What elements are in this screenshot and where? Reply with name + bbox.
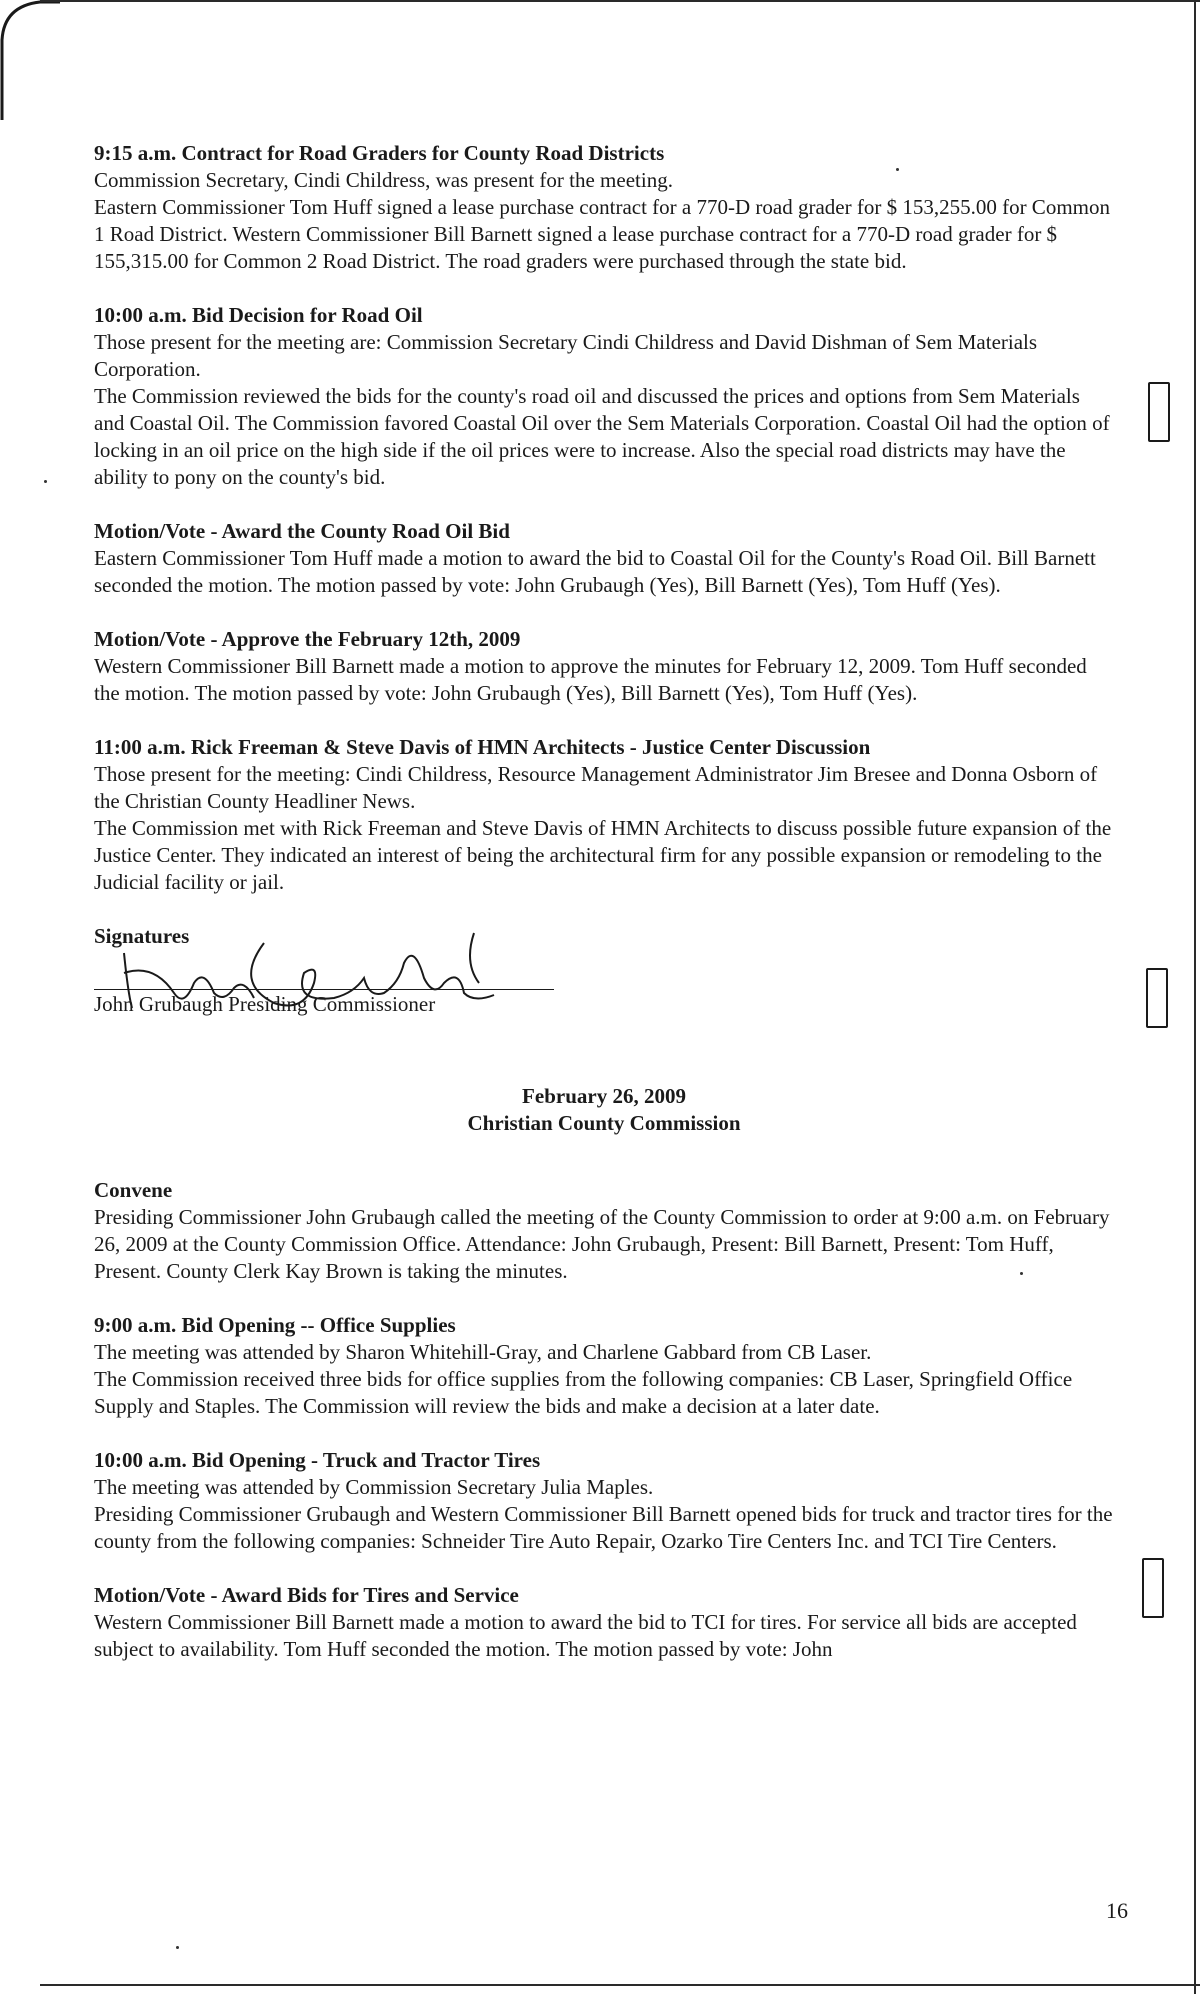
section-paragraph: Presiding Commissioner John Grubaugh called the meeting of the County Commission to order at 9:00 a.m. on February 26, 2009 at the County Commission Office. Attendance: John Grubaugh, Present: Bill Barnett, Present: Tom Huff, Present. County Clerk Kay Brown is taking the minutes. xyxy=(94,1205,1110,1283)
meeting-header xyxy=(94,1083,1114,1137)
page-top-edge xyxy=(40,0,1200,2)
section-paragraph: The meeting was attended by Commission Secretary Julia Maples. xyxy=(94,1475,654,1499)
section-heading: 11:00 a.m. Rick Freeman & Steve Davis of HMN Architects - Justice Center Discussion xyxy=(94,735,871,759)
page-right-edge xyxy=(1194,0,1196,1994)
minutes-content xyxy=(94,140,1114,1690)
section-heading: 10:00 a.m. Bid Decision for Road Oil xyxy=(94,303,423,327)
scan-speck xyxy=(44,480,47,483)
scan-speck xyxy=(176,1946,179,1949)
section-motion-minutes xyxy=(94,626,1114,707)
section-road-oil xyxy=(94,302,1114,491)
section-paragraph: Those present for the meeting: Cindi Childress, Resource Management Administrator Jim Bresee and Donna Osborn of the Christian County Headliner News. xyxy=(94,762,1098,813)
section-convene xyxy=(94,1177,1114,1285)
section-heading: Convene xyxy=(94,1178,173,1202)
section-heading: 9:00 a.m. Bid Opening -- Office Supplies xyxy=(94,1313,456,1337)
section-paragraph: The Commission reviewed the bids for the county's road oil and discussed the prices and options from Sem Materials and Coastal Oil. The Commission favored Coastal Oil over the Sem Materials Corporation. Coastal Oil had the option of locking in an oil price on the high side if the oil prices were to increase. Also the special road districts may have the ability to pony on the county's bid. xyxy=(94,384,1110,489)
scan-speck xyxy=(896,168,899,171)
section-paragraph: The Commission met with Rick Freeman and Steve Davis of HMN Architects to discuss possible future expansion of the Justice Center. They indicated an interest of being the architectural firm for any possible expansion or remodeling to the Judicial facility or jail. xyxy=(94,816,1112,894)
section-heading: Motion/Vote - Award Bids for Tires and Service xyxy=(94,1583,519,1607)
section-office-supplies xyxy=(94,1312,1114,1420)
section-paragraph: Eastern Commissioner Tom Huff made a motion to award the bid to Coastal Oil for the County's Road Oil. Bill Barnett seconded the motion. The motion passed by vote: John Grubaugh (Yes), Bill Barnett (Yes), Tom Huff (Yes). xyxy=(94,546,1096,597)
meeting-date: February 26, 2009 xyxy=(522,1084,686,1108)
page-corner-curve xyxy=(0,0,60,120)
signature-block xyxy=(94,923,1114,1023)
section-motion-road-oil xyxy=(94,518,1114,599)
section-road-graders xyxy=(94,140,1114,275)
section-hmn-architects xyxy=(94,734,1114,896)
signatures-heading: Signatures xyxy=(94,924,190,948)
section-heading: Motion/Vote - Approve the February 12th, 2009 xyxy=(94,627,521,651)
section-paragraph: Commission Secretary, Cindi Childress, was present for the meeting. xyxy=(94,168,673,192)
section-paragraph: The meeting was attended by Sharon Whitehill-Gray, and Charlene Gabbard from CB Laser. xyxy=(94,1340,872,1364)
margin-binder-box xyxy=(1148,382,1170,442)
page-bottom-edge xyxy=(40,1984,1200,1986)
page-number: 16 xyxy=(1106,1898,1128,1923)
section-paragraph: Western Commissioner Bill Barnett made a motion to award the bid to TCI for tires. For service all bids are accepted subject to availability. Tom Huff seconded the motion. The motion passed by vote: John xyxy=(94,1610,1077,1661)
section-heading: Motion/Vote - Award the County Road Oil Bid xyxy=(94,519,510,543)
margin-binder-box xyxy=(1142,1558,1164,1618)
section-paragraph: Presiding Commissioner Grubaugh and Western Commissioner Bill Barnett opened bids for truck and tractor tires for the county from the following companies: Schneider Tire Auto Repair, Ozarko Tire Centers Inc. and TCI Tire Centers. xyxy=(94,1502,1113,1553)
section-paragraph: The Commission received three bids for office supplies from the following companies: CB Laser, Springfield Office Supply and Staples. The Commission will review the bids and make a decision at a later date. xyxy=(94,1367,1073,1418)
section-paragraph: Western Commissioner Bill Barnett made a motion to approve the minutes for February 12, 2009. Tom Huff seconded the motion. The motion passed by vote: John Grubaugh (Yes), Bill Barnett (Yes), Tom Huff (Yes). xyxy=(94,654,1087,705)
section-paragraph: Eastern Commissioner Tom Huff signed a lease purchase contract for a 770-D road grader for $ 153,255.00 for Common 1 Road District. Western Commissioner Bill Barnett signed a lease purchase contract for a 770-D road grader for $ 155,315.00 for Common 2 Road District. The road graders were purchased through the state bid. xyxy=(94,195,1110,273)
section-motion-tires xyxy=(94,1582,1114,1663)
signer-name: John Grubaugh Presiding Commissioner xyxy=(94,992,436,1016)
section-paragraph: Those present for the meeting are: Commission Secretary Cindi Childress and David Dishman of Sem Materials Corporation. xyxy=(94,330,1038,381)
section-tires xyxy=(94,1447,1114,1555)
section-heading: 9:15 a.m. Contract for Road Graders for County Road Districts xyxy=(94,141,665,165)
meeting-body: Christian County Commission xyxy=(467,1111,741,1135)
margin-binder-box xyxy=(1146,968,1168,1028)
scan-speck xyxy=(1020,1272,1023,1275)
signature-line xyxy=(94,989,554,990)
section-heading: 10:00 a.m. Bid Opening - Truck and Tractor Tires xyxy=(94,1448,541,1472)
